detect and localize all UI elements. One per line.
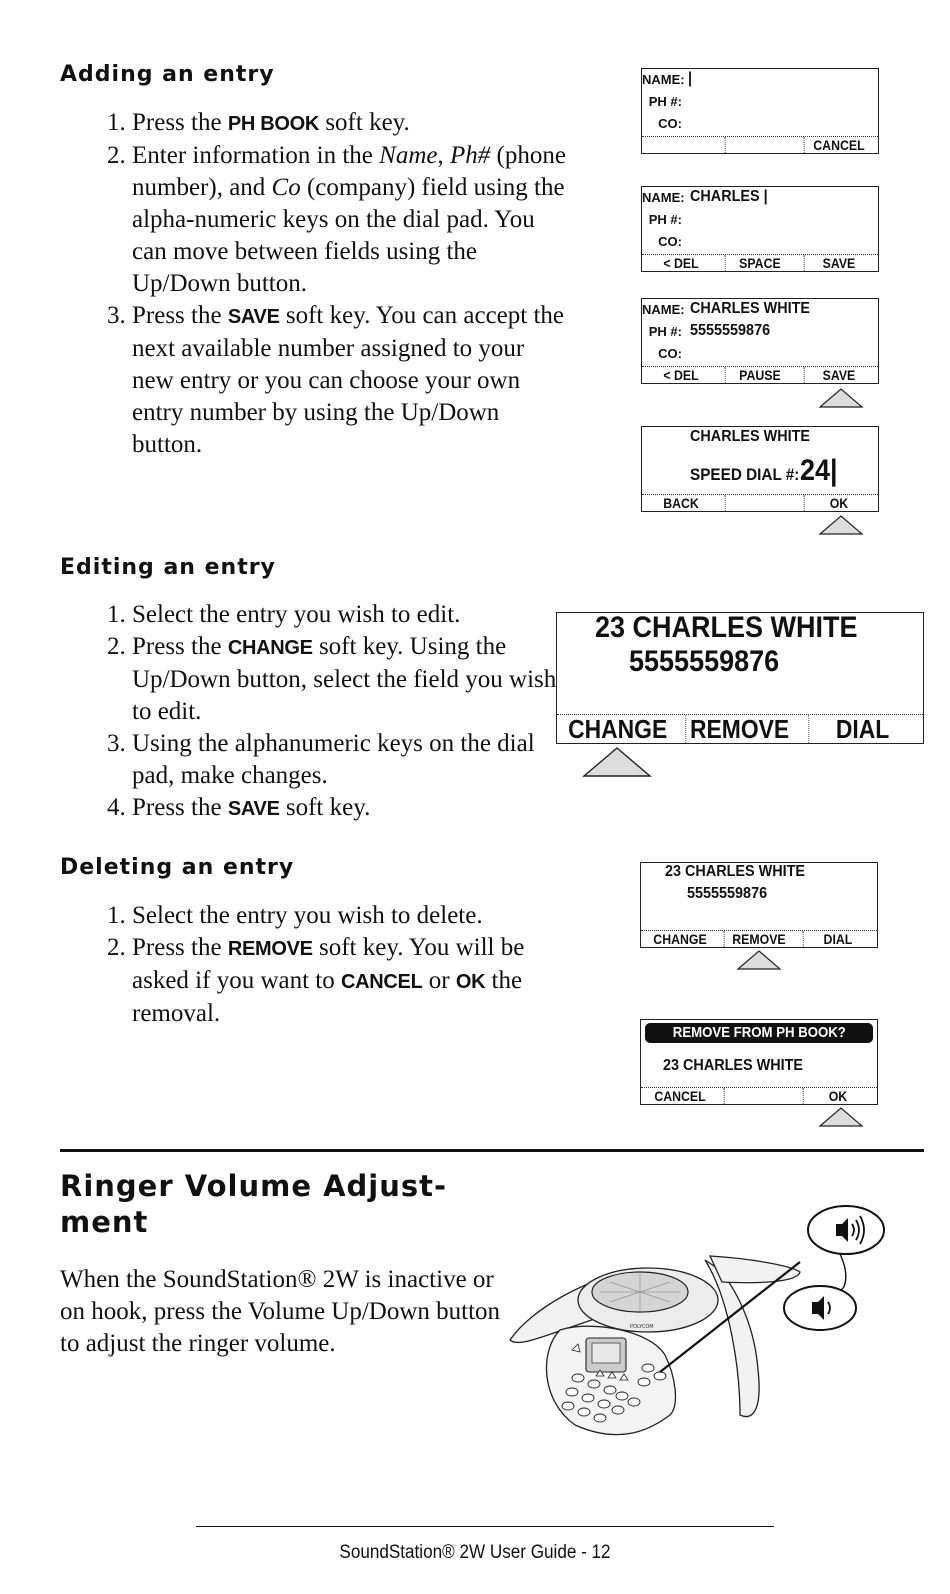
remove-soft-key[interactable]: REMOVE: [686, 715, 794, 743]
dial-soft-key[interactable]: DIAL: [808, 715, 916, 743]
editing-step-3: 3. Using the alphanumeric keys on the dial pad, make changes.: [132, 728, 572, 792]
adding-step-3: 3. Press the SAVE soft key. You can accept the next available number assigned to your new entry or you can choose your own entry number by using the Up/Down button.: [132, 300, 572, 461]
lcd-name-entry-screen: [641, 186, 879, 272]
phone-leg-right: [705, 1260, 759, 1417]
pointer-arrow-icon: [818, 1106, 864, 1128]
soft-key-name: CHANGE: [227, 637, 313, 659]
pointer-arrow-icon: [818, 387, 864, 409]
ok-soft-key[interactable]: OK: [803, 1088, 873, 1104]
dial-soft-key[interactable]: DIAL: [803, 931, 873, 947]
soft-key-name: OK: [455, 971, 486, 993]
conference-phone-illustration: [500, 1200, 900, 1440]
editing-heading: Editing an entry: [60, 555, 276, 580]
entry-number: 5555559876: [629, 645, 780, 678]
lcd-speed-dial-screen: [641, 426, 879, 512]
field-name: Co: [271, 174, 301, 201]
soft-key-name: SAVE: [227, 306, 280, 328]
adding-step-1: 1. Press the PH BOOK soft key.: [132, 107, 572, 140]
soft-keys: [642, 136, 878, 153]
lcd-phone-entry-screen: [641, 298, 879, 384]
co-label: CO:: [658, 346, 682, 361]
change-soft-key[interactable]: CHANGE: [653, 931, 707, 947]
space-soft-key[interactable]: SPACE: [725, 255, 795, 271]
ringer-heading: Ringer Volume Adjust- ment: [60, 1169, 448, 1239]
soft-key-name: REMOVE: [227, 938, 313, 960]
ringer-paragraph: When the SoundStation® 2W is inactive or on hook, press the Volume Up/Down button to adjust the ringer volume.: [60, 1266, 501, 1357]
back-soft-key[interactable]: BACK: [663, 495, 699, 511]
soft-key-2[interactable]: [725, 137, 795, 153]
deleting-step-2: 2. Press the REMOVE soft key. You will be asked if you want to CANCEL or OK the removal.: [132, 932, 572, 1030]
lcd-entry-detail-screen: [640, 862, 878, 948]
soft-key-1[interactable]: [647, 137, 716, 153]
footer-rule: [196, 1526, 774, 1527]
soft-keys: [642, 494, 878, 511]
soft-keys: [642, 366, 878, 383]
deleting-heading: Deleting an entry: [60, 855, 295, 880]
phone-leg-back: [710, 1256, 800, 1283]
lcd-entry-detail-large: [556, 612, 924, 744]
pointer-arrow-icon: [736, 949, 782, 971]
field-name: Name: [379, 142, 438, 169]
deleting-step-1: 1. Select the entry you wish to delete.: [132, 900, 572, 932]
adding-step-2: 2. Enter information in the Name, Ph# (phone number), and Co (company) field using the alpha-numeric keys on the dial pad. You can move between fields using the Up/Down button.: [132, 140, 572, 300]
name-label: NAME:: [642, 302, 685, 317]
ok-soft-key[interactable]: OK: [804, 495, 874, 511]
speed-dial-value: 24|: [800, 454, 838, 487]
cancel-soft-key[interactable]: CANCEL: [654, 1088, 706, 1104]
editing-step-2: 2. Press the CHANGE soft key. Using the Up/Down button, select the field you wish to edit.: [132, 631, 572, 728]
co-label: CO:: [658, 116, 682, 131]
delete-soft-key[interactable]: < DEL: [663, 255, 699, 271]
change-soft-key[interactable]: CHANGE: [568, 714, 668, 744]
ph-label: PH #:: [648, 94, 682, 109]
adding-steps-list: [60, 107, 572, 461]
lcd-new-entry-screen: [641, 68, 879, 154]
lcd-remove-confirm-screen: [640, 1019, 878, 1105]
soft-key-2[interactable]: [724, 1088, 794, 1104]
soft-key-2[interactable]: [725, 495, 795, 511]
cancel-soft-key[interactable]: CANCEL: [804, 137, 874, 153]
editing-step-1: 1. Select the entry you wish to edit.: [132, 599, 572, 631]
pointer-arrow-icon: [818, 514, 864, 536]
soft-key-name: SAVE: [227, 798, 280, 820]
editing-steps-list: [60, 599, 572, 825]
ph-value: 5555559876: [690, 322, 771, 339]
save-soft-key[interactable]: SAVE: [804, 255, 874, 271]
name-value: CHARLES WHITE: [690, 300, 810, 317]
remove-confirm-banner: REMOVE FROM PH BOOK?: [645, 1023, 873, 1043]
editing-step-4: 4. Press the SAVE soft key.: [132, 792, 572, 825]
ph-label: PH #:: [648, 324, 682, 339]
delete-soft-key[interactable]: < DEL: [663, 367, 699, 383]
save-soft-key[interactable]: SAVE: [804, 367, 874, 383]
co-label: CO:: [658, 234, 682, 249]
adding-heading: Adding an entry: [60, 62, 275, 87]
soft-key-name: PH BOOK: [227, 113, 320, 135]
speed-dial-label: SPEED DIAL #:: [690, 465, 800, 484]
entry-name: CHARLES WHITE: [690, 428, 810, 445]
name-label: NAME:: [642, 190, 685, 205]
soft-key-name: CANCEL: [340, 971, 423, 993]
name-value: |: [688, 70, 693, 87]
entry-title: 23 CHARLES WHITE: [663, 1057, 804, 1074]
deleting-steps-list: [60, 900, 572, 1030]
entry-title: 23 CHARLES WHITE: [665, 863, 806, 880]
field-name: Ph#: [449, 142, 491, 169]
soft-keys: [557, 714, 923, 743]
section-divider: [60, 1149, 924, 1152]
phone-brand-text: POLYCOM: [630, 1324, 654, 1330]
soft-keys: [641, 1087, 877, 1104]
entry-number: 5555559876: [687, 885, 768, 902]
page-footer: SoundStation® 2W User Guide - 12: [339, 1542, 611, 1563]
name-label: NAME:: [642, 72, 685, 87]
soft-keys: [642, 254, 878, 271]
entry-title: 23 CHARLES WHITE: [595, 611, 858, 644]
pointer-arrow-icon: [582, 746, 652, 778]
name-value: CHARLES |: [690, 188, 768, 205]
soft-keys: [641, 930, 877, 947]
ph-label: PH #:: [648, 212, 682, 227]
pause-soft-key[interactable]: PAUSE: [725, 367, 795, 383]
remove-soft-key[interactable]: REMOVE: [724, 931, 794, 947]
